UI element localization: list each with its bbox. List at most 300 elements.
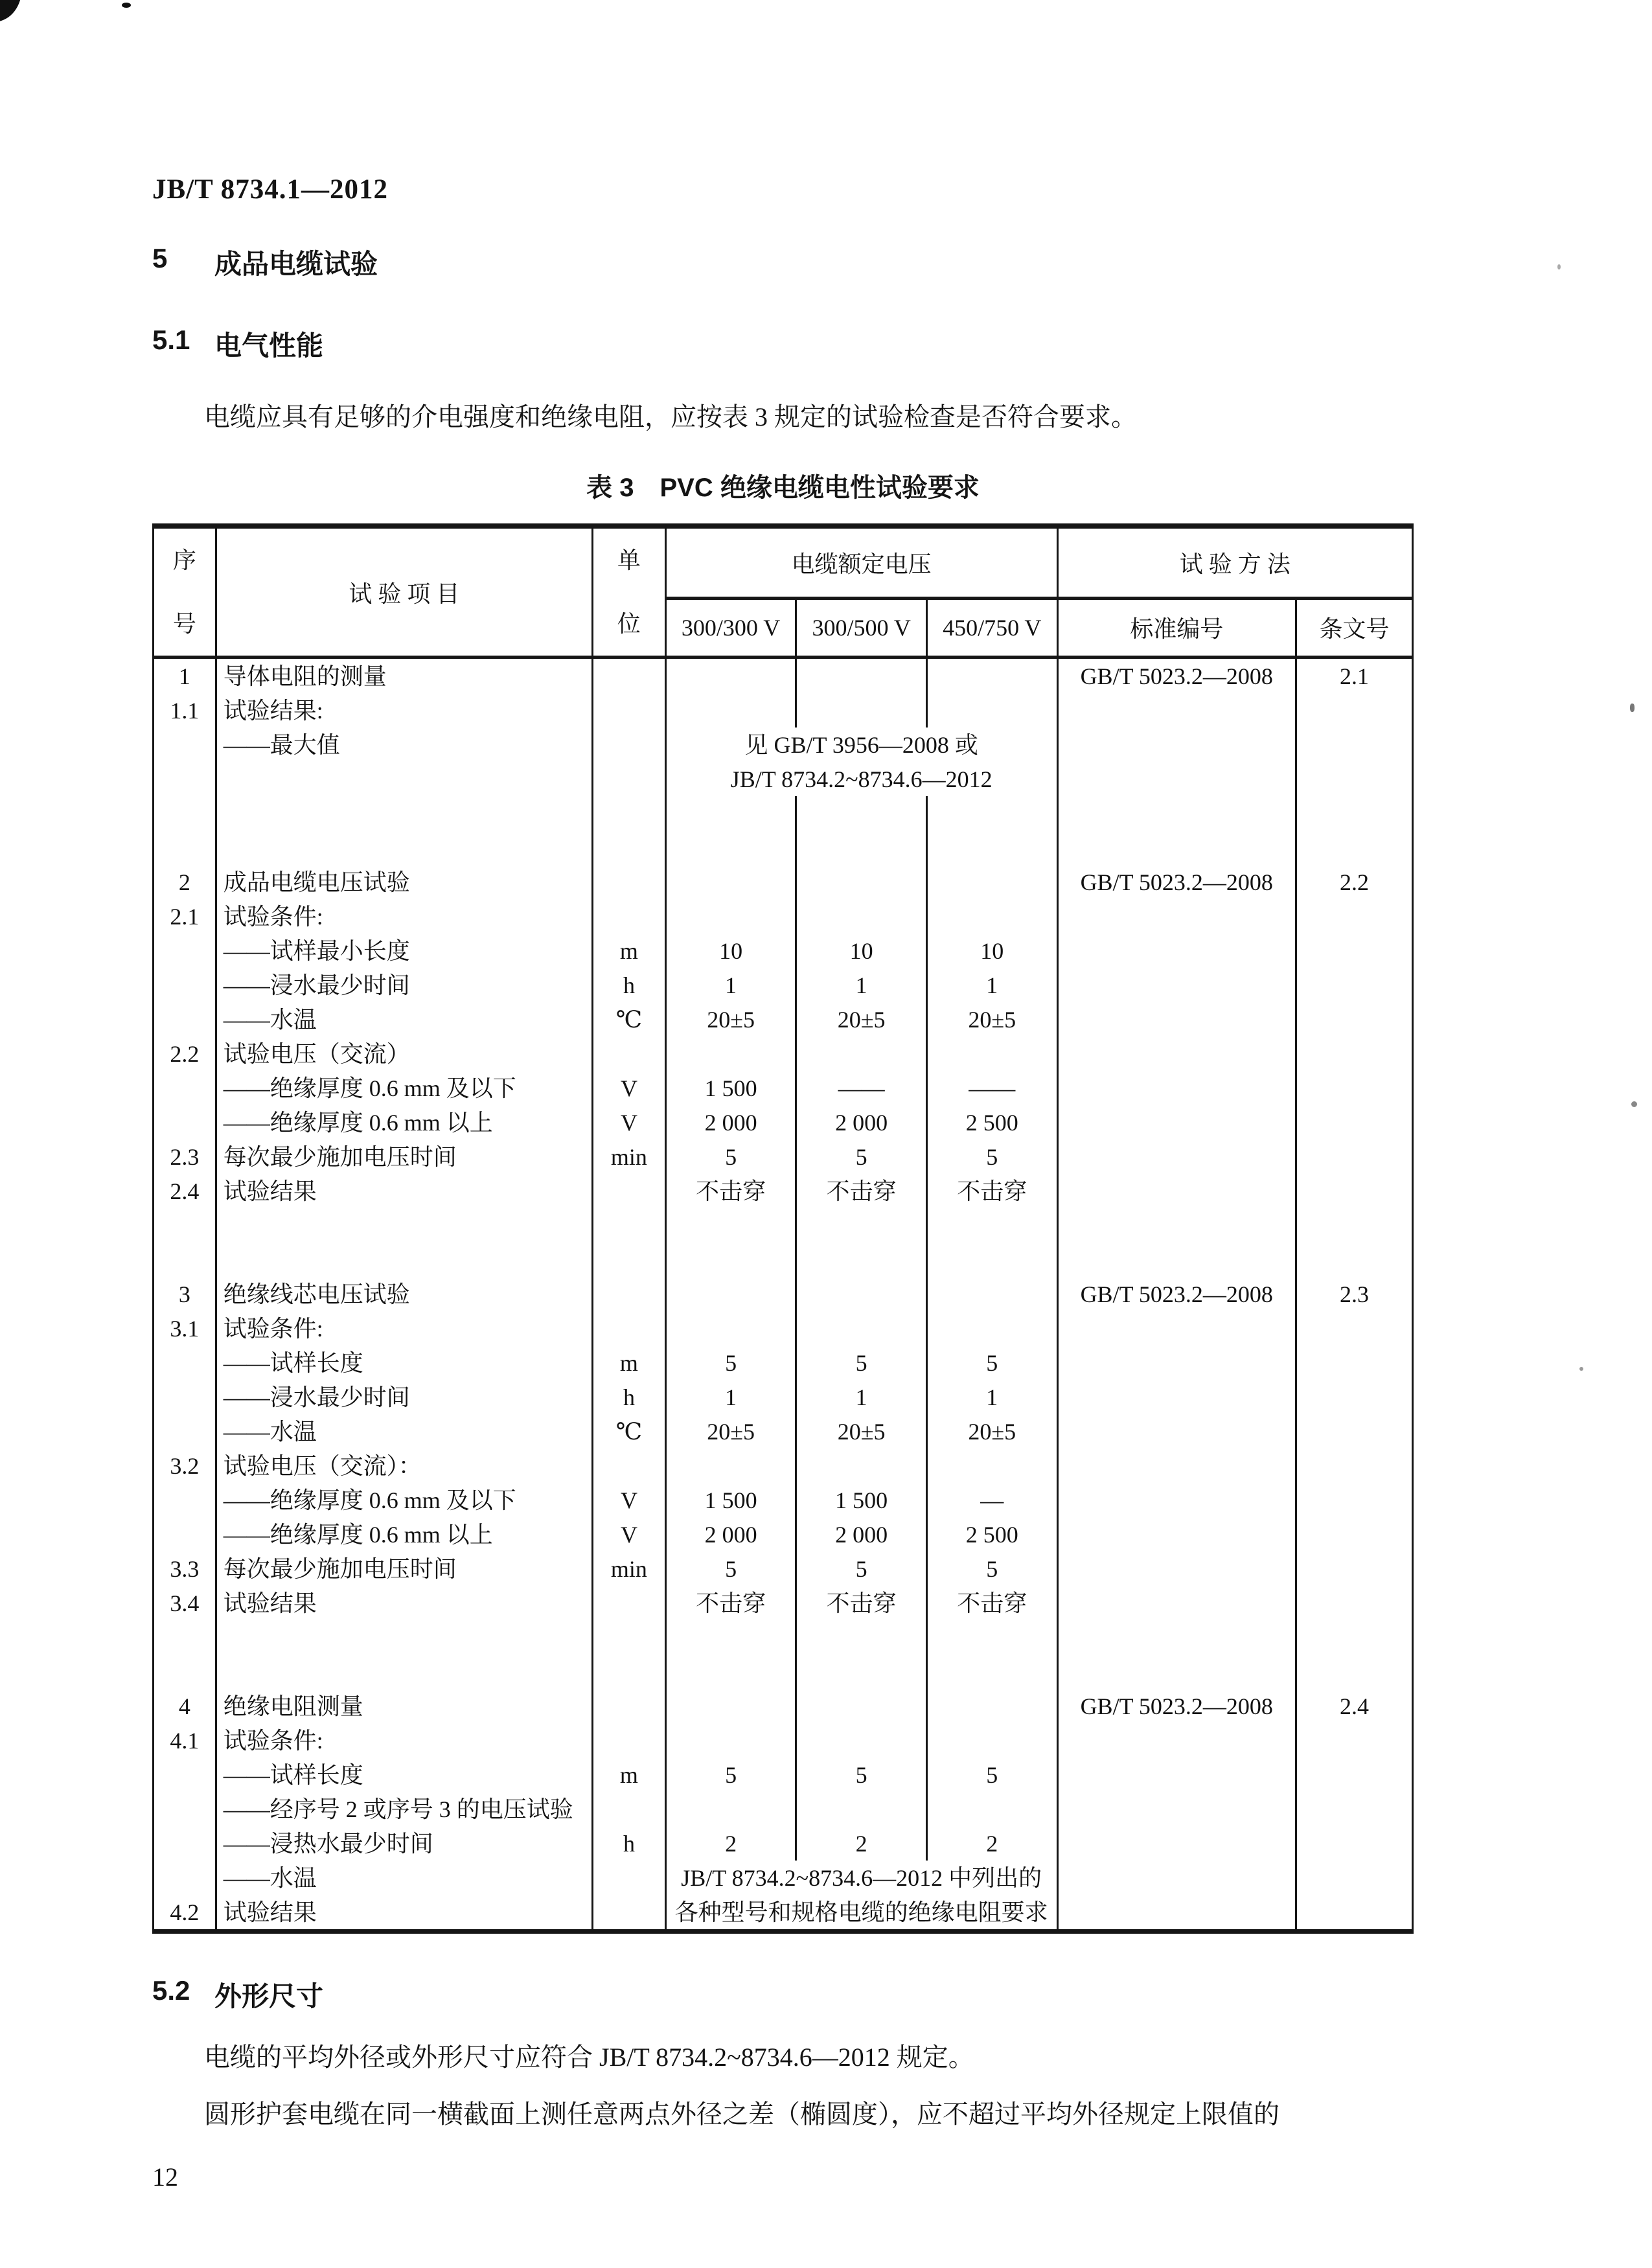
table-row	[154, 658, 1413, 694]
row-item: 试验结果	[216, 1895, 592, 1932]
table-row	[154, 727, 1413, 762]
row-value-300-300	[665, 1277, 796, 1311]
row-std	[1057, 796, 1296, 830]
row-no	[154, 1346, 216, 1380]
row-value-450-750: 20±5	[926, 1002, 1057, 1037]
row-no	[154, 1243, 216, 1277]
row-value-300-300	[665, 1620, 796, 1655]
table-row	[154, 1552, 1413, 1586]
row-std	[1057, 1002, 1296, 1037]
row-value-300-500: 10	[796, 934, 927, 968]
row-no	[154, 1483, 216, 1517]
row-item: 试验电压（交流）：	[216, 1449, 592, 1483]
row-unit	[593, 1174, 666, 1208]
row-clause	[1296, 1586, 1412, 1620]
row-item: ——绝缘厚度 0.6 mm 及以下	[216, 1071, 592, 1105]
row-no	[154, 1620, 216, 1655]
row-item: 成品电缆电压试验	[216, 865, 592, 899]
row-value-300-500: 1 500	[796, 1483, 927, 1517]
section-5-2-title: 外形尺寸	[214, 1981, 324, 2011]
row-clause	[1296, 1380, 1412, 1414]
scan-artifact-speck	[1557, 264, 1561, 269]
row-value-300-500	[796, 1243, 927, 1277]
row-value-300-300	[665, 1311, 796, 1346]
row-std	[1057, 1380, 1296, 1414]
row-std	[1057, 1826, 1296, 1861]
row-clause	[1296, 1105, 1412, 1140]
row-value-300-300	[665, 693, 796, 727]
row-item: 每次最少施加电压时间	[216, 1552, 592, 1586]
table-3-title: 表 3 PVC 绝缘电缆电性试验要求	[586, 474, 980, 502]
row-no: 4.1	[154, 1723, 216, 1758]
row-value-450-750: 5	[926, 1552, 1057, 1586]
row-clause	[1296, 1071, 1412, 1105]
row-std	[1057, 762, 1296, 796]
table-row	[154, 1071, 1413, 1105]
row-item: 试验结果:	[216, 693, 592, 727]
row-value-450-750	[926, 1689, 1057, 1723]
row-item: 试验结果	[216, 1586, 592, 1620]
scan-artifact-speck	[1630, 704, 1635, 712]
section-5-2-number: 5.2	[152, 1975, 190, 2006]
row-unit	[593, 693, 666, 727]
row-value-300-300: 5	[665, 1758, 796, 1792]
row-no	[154, 1071, 216, 1105]
row-unit	[593, 899, 666, 934]
paragraph-5-2-line2: 圆形护套电缆在同一横截面上测任意两点外径之差（椭圆度），应不超过平均外径规定上限值的	[204, 2100, 1279, 2129]
table-row	[154, 1346, 1413, 1380]
row-clause	[1296, 762, 1412, 796]
row-value-300-300: 10	[665, 934, 796, 968]
row-unit	[593, 865, 666, 899]
row-unit: V	[593, 1483, 666, 1517]
table-row	[154, 968, 1413, 1002]
row-no: 1.1	[154, 693, 216, 727]
row-item: 试验条件:	[216, 1723, 592, 1758]
row-clause	[1296, 1311, 1412, 1346]
row-value-300-500	[796, 899, 927, 934]
row-item: ——经序号 2 或序号 3 的电压试验	[216, 1792, 592, 1826]
table-header-row-1	[154, 526, 1413, 598]
row-value-300-500	[796, 1311, 927, 1346]
header-no-line1: 序	[172, 547, 196, 573]
row-value-450-750	[926, 1792, 1057, 1826]
row-no	[154, 1380, 216, 1414]
section-5-2-heading	[152, 1975, 1414, 2014]
row-value-450-750	[926, 1208, 1057, 1243]
row-clause	[1296, 830, 1412, 865]
row-value-300-500: 5	[796, 1140, 927, 1174]
row-item: 试验条件:	[216, 899, 592, 934]
table-row	[154, 1861, 1413, 1895]
header-unit-line2: 位	[617, 611, 641, 637]
table-spacer-row	[154, 1620, 1413, 1655]
row-unit	[593, 1723, 666, 1758]
header-unit-line1: 单	[617, 547, 641, 573]
row-value-300-300	[665, 1655, 796, 1689]
row-clause: 2.1	[1296, 658, 1412, 694]
section-5-number: 5	[152, 243, 168, 273]
row-clause	[1296, 796, 1412, 830]
row-item: ——浸热水最少时间	[216, 1826, 592, 1861]
row-item: ——试样长度	[216, 1758, 592, 1792]
header-voltage-group: 电缆额定电压	[665, 526, 1057, 598]
row-value-300-500	[796, 796, 927, 830]
row-unit	[593, 1449, 666, 1483]
row-std: GB/T 5023.2—2008	[1057, 658, 1296, 694]
row-value-450-750	[926, 1620, 1057, 1655]
row-std	[1057, 1861, 1296, 1895]
row-std	[1057, 1517, 1296, 1552]
row-unit: h	[593, 1380, 666, 1414]
scan-artifact-speck	[122, 3, 131, 8]
row-unit	[593, 762, 666, 796]
row-value-300-500: 不击穿	[796, 1586, 927, 1620]
row-value-450-750: 5	[926, 1140, 1057, 1174]
row-value-300-500	[796, 1037, 927, 1071]
table-row	[154, 899, 1413, 934]
row-value-300-500	[796, 658, 927, 694]
row-value-450-750	[926, 1449, 1057, 1483]
row-no	[154, 1758, 216, 1792]
row-item: ——水温	[216, 1861, 592, 1895]
row-no	[154, 1208, 216, 1243]
row-std	[1057, 1449, 1296, 1483]
row-clause	[1296, 1346, 1412, 1380]
row-no	[154, 934, 216, 968]
row-std: GB/T 5023.2—2008	[1057, 865, 1296, 899]
row-value-300-500	[796, 1792, 927, 1826]
table-row	[154, 1277, 1413, 1311]
row-item: 试验结果	[216, 1174, 592, 1208]
header-clause: 条文号	[1296, 598, 1412, 657]
row-std	[1057, 1552, 1296, 1586]
row-item: ——绝缘厚度 0.6 mm 及以下	[216, 1483, 592, 1517]
row-value-300-300: 1	[665, 1380, 796, 1414]
row-value-300-500: 1	[796, 1380, 927, 1414]
row-value-300-500: 1	[796, 968, 927, 1002]
row-value-300-300	[665, 1037, 796, 1071]
table-row	[154, 1586, 1413, 1620]
row-unit: m	[593, 934, 666, 968]
paragraph-5-2-line1: 电缆的平均外径或外形尺寸应符合 JB/T 8734.2~8734.6—2012 规定。	[204, 2043, 974, 2072]
header-300-500: 300/500 V	[796, 598, 927, 657]
table-row	[154, 1140, 1413, 1174]
row-unit	[593, 796, 666, 830]
row-value-300-300: 20±5	[665, 1002, 796, 1037]
row-item: ——绝缘厚度 0.6 mm 以上	[216, 1517, 592, 1552]
table-spacer-row	[154, 1208, 1413, 1243]
row-std	[1057, 1071, 1296, 1105]
row-value-300-300	[665, 1689, 796, 1723]
row-item	[216, 1655, 592, 1689]
row-item: ——试样长度	[216, 1346, 592, 1380]
row-no	[154, 1414, 216, 1449]
row-value-450-750: 10	[926, 934, 1057, 968]
row-item	[216, 1243, 592, 1277]
row-value-450-750: 1	[926, 968, 1057, 1002]
table-row	[154, 1002, 1413, 1037]
row-clause	[1296, 1243, 1412, 1277]
row-value-300-300: 2	[665, 1826, 796, 1861]
row-clause	[1296, 693, 1412, 727]
row-unit: min	[593, 1552, 666, 1586]
row-item	[216, 762, 592, 796]
row-unit	[593, 1861, 666, 1895]
row-value-300-300: 20±5	[665, 1414, 796, 1449]
row-value-450-750: 2 500	[926, 1105, 1057, 1140]
row-value-300-500: ——	[796, 1071, 927, 1105]
row-value-300-500: 2	[796, 1826, 927, 1861]
row-std	[1057, 1140, 1296, 1174]
row-value-450-750	[926, 865, 1057, 899]
row-no	[154, 968, 216, 1002]
header-item: 试 验 项 目	[216, 526, 592, 658]
row-unit: h	[593, 1826, 666, 1861]
row-item: ——水温	[216, 1414, 592, 1449]
row-unit: ℃	[593, 1002, 666, 1037]
row-value-450-750	[926, 658, 1057, 694]
row-no	[154, 1517, 216, 1552]
row-clause	[1296, 1826, 1412, 1861]
header-300-300: 300/300 V	[665, 598, 796, 657]
row-no	[154, 1002, 216, 1037]
row-clause: 2.2	[1296, 865, 1412, 899]
row-clause	[1296, 1655, 1412, 1689]
row-std: GB/T 5023.2—2008	[1057, 1689, 1296, 1723]
row-value-300-500: 5	[796, 1552, 927, 1586]
row-value-300-300	[665, 1208, 796, 1243]
row-clause	[1296, 1861, 1412, 1895]
table-row	[154, 1758, 1413, 1792]
row-value-300-500	[796, 693, 927, 727]
row-value-300-300: 1 500	[665, 1483, 796, 1517]
row-value-300-300: 5	[665, 1140, 796, 1174]
row-value-300-300: 1	[665, 968, 796, 1002]
row-value-300-300	[665, 796, 796, 830]
row-unit: h	[593, 968, 666, 1002]
table-row	[154, 1414, 1413, 1449]
row-value-300-500: 20±5	[796, 1002, 927, 1037]
row-item: ——绝缘厚度 0.6 mm 以上	[216, 1105, 592, 1140]
row-std	[1057, 1655, 1296, 1689]
row-no: 2.2	[154, 1037, 216, 1071]
row-unit	[593, 830, 666, 865]
row-value-300-500	[796, 1689, 927, 1723]
table-row	[154, 1449, 1413, 1483]
row-clause: 2.4	[1296, 1689, 1412, 1723]
table-spacer-row	[154, 830, 1413, 865]
table-row	[154, 934, 1413, 968]
row-unit	[593, 1792, 666, 1826]
row-unit: V	[593, 1105, 666, 1140]
row-value-300-300: 5	[665, 1552, 796, 1586]
row-unit: V	[593, 1517, 666, 1552]
scan-artifact-corner	[0, 0, 21, 25]
row-value-450-750: 2 500	[926, 1517, 1057, 1552]
row-clause	[1296, 934, 1412, 968]
row-value-300-300	[665, 830, 796, 865]
row-value-450-750: 不击穿	[926, 1174, 1057, 1208]
row-unit: m	[593, 1758, 666, 1792]
row-unit	[593, 1620, 666, 1655]
row-no: 4.2	[154, 1895, 216, 1932]
row-item	[216, 830, 592, 865]
row-no: 3.1	[154, 1311, 216, 1346]
row-item: ——试样最小长度	[216, 934, 592, 968]
row-clause	[1296, 899, 1412, 934]
table-row	[154, 1483, 1413, 1517]
row-unit	[593, 1586, 666, 1620]
row-item	[216, 1620, 592, 1655]
row-value-450-750: —	[926, 1483, 1057, 1517]
row-span-value: JB/T 8734.2~8734.6—2012 中列出的	[665, 1861, 1057, 1895]
row-value-450-750: ——	[926, 1071, 1057, 1105]
row-value-300-300	[665, 1243, 796, 1277]
row-span-value: 见 GB/T 3956—2008 或	[665, 727, 1057, 762]
table-row	[154, 1037, 1413, 1071]
row-unit	[593, 727, 666, 762]
row-std	[1057, 1758, 1296, 1792]
row-clause	[1296, 1174, 1412, 1208]
row-clause	[1296, 1723, 1412, 1758]
row-std	[1057, 1723, 1296, 1758]
section-5-1-heading	[152, 325, 1414, 363]
row-value-450-750	[926, 1037, 1057, 1071]
section-5-1-title: 电气性能	[214, 330, 324, 361]
row-item: 每次最少施加电压时间	[216, 1140, 592, 1174]
scan-artifact-speck	[1579, 1367, 1583, 1371]
row-no	[154, 830, 216, 865]
table-row	[154, 1311, 1413, 1346]
row-std	[1057, 1414, 1296, 1449]
table-spacer-row	[154, 1243, 1413, 1277]
row-clause	[1296, 1002, 1412, 1037]
row-std	[1057, 1792, 1296, 1826]
row-item	[216, 796, 592, 830]
section-5-heading	[152, 243, 1414, 282]
row-value-450-750	[926, 693, 1057, 727]
row-std	[1057, 727, 1296, 762]
row-item: 绝缘电阻测量	[216, 1689, 592, 1723]
row-no: 2.3	[154, 1140, 216, 1174]
table-row	[154, 1723, 1413, 1758]
row-value-300-500: 5	[796, 1758, 927, 1792]
row-std	[1057, 934, 1296, 968]
table-row	[154, 1105, 1413, 1140]
table-3	[152, 523, 1414, 1934]
row-span-value: JB/T 8734.2~8734.6—2012	[665, 762, 1057, 796]
header-no	[154, 526, 216, 658]
row-value-300-500: 5	[796, 1346, 927, 1380]
header-std: 标准编号	[1057, 598, 1296, 657]
row-unit: min	[593, 1140, 666, 1174]
row-std	[1057, 1346, 1296, 1380]
row-value-450-750: 20±5	[926, 1414, 1057, 1449]
row-clause	[1296, 1037, 1412, 1071]
row-value-300-500	[796, 1723, 927, 1758]
row-value-300-300: 1 500	[665, 1071, 796, 1105]
row-value-450-750	[926, 796, 1057, 830]
row-std	[1057, 968, 1296, 1002]
row-clause	[1296, 1449, 1412, 1483]
row-clause	[1296, 727, 1412, 762]
row-clause	[1296, 1208, 1412, 1243]
header-450-750: 450/750 V	[926, 598, 1057, 657]
row-unit: V	[593, 1071, 666, 1105]
row-clause	[1296, 1414, 1412, 1449]
row-value-300-300	[665, 865, 796, 899]
row-value-450-750	[926, 1277, 1057, 1311]
row-std	[1057, 830, 1296, 865]
row-unit	[593, 1277, 666, 1311]
row-item	[216, 1208, 592, 1243]
row-clause	[1296, 1517, 1412, 1552]
table-row	[154, 693, 1413, 727]
row-value-450-750	[926, 1311, 1057, 1346]
header-no-line2: 号	[172, 611, 196, 637]
row-value-300-500: 2 000	[796, 1105, 927, 1140]
row-value-300-300	[665, 899, 796, 934]
row-value-300-500	[796, 1449, 927, 1483]
row-unit	[593, 1311, 666, 1346]
row-no	[154, 796, 216, 830]
row-unit	[593, 1037, 666, 1071]
row-unit	[593, 1895, 666, 1932]
page-number: 12	[152, 2162, 178, 2192]
row-std	[1057, 1895, 1296, 1932]
row-value-450-750: 5	[926, 1758, 1057, 1792]
row-value-300-500: 20±5	[796, 1414, 927, 1449]
row-value-450-750	[926, 1655, 1057, 1689]
section-5-1-number: 5.1	[152, 325, 190, 355]
table-row	[154, 762, 1413, 796]
row-std	[1057, 1208, 1296, 1243]
row-value-450-750	[926, 830, 1057, 865]
row-unit	[593, 1243, 666, 1277]
row-value-300-500	[796, 1655, 927, 1689]
row-value-450-750: 2	[926, 1826, 1057, 1861]
row-no	[154, 1792, 216, 1826]
row-value-300-500	[796, 1277, 927, 1311]
row-no	[154, 1826, 216, 1861]
table-row	[154, 1826, 1413, 1861]
table-row	[154, 1517, 1413, 1552]
row-value-300-300: 不击穿	[665, 1586, 796, 1620]
row-value-300-300: 2 000	[665, 1517, 796, 1552]
row-unit: ℃	[593, 1414, 666, 1449]
row-unit	[593, 1655, 666, 1689]
section-5-title: 成品电缆试验	[214, 249, 378, 279]
row-item: ——浸水最少时间	[216, 968, 592, 1002]
row-std	[1057, 1311, 1296, 1346]
row-item: 导体电阻的测量	[216, 658, 592, 694]
row-unit	[593, 1208, 666, 1243]
row-std	[1057, 1483, 1296, 1517]
row-value-450-750: 不击穿	[926, 1586, 1057, 1620]
row-no	[154, 1861, 216, 1895]
row-value-300-300	[665, 1792, 796, 1826]
row-clause	[1296, 1758, 1412, 1792]
row-clause	[1296, 1895, 1412, 1932]
row-value-300-500	[796, 1208, 927, 1243]
row-value-300-300	[665, 1723, 796, 1758]
row-value-300-300: 2 000	[665, 1105, 796, 1140]
row-item: ——水温	[216, 1002, 592, 1037]
table-row	[154, 1895, 1413, 1932]
row-no: 3.4	[154, 1586, 216, 1620]
row-no: 2.1	[154, 899, 216, 934]
